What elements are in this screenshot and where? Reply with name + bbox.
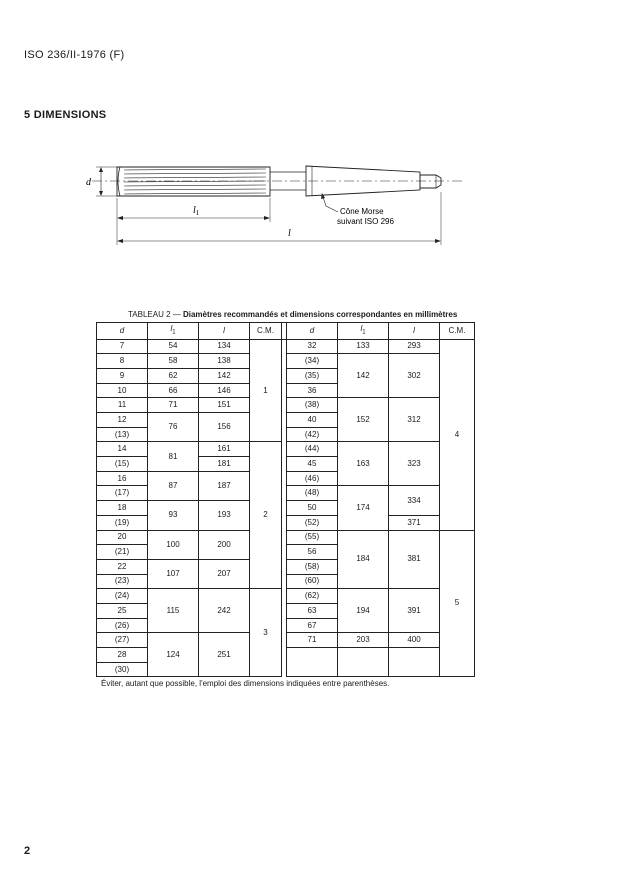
cell-l1: 58 (148, 354, 199, 369)
cell-d: 67 (287, 618, 338, 633)
cell-d: 56 (287, 545, 338, 560)
cell-d: (60) (287, 574, 338, 589)
header-l-right: l (389, 323, 440, 340)
cell-d: 8 (97, 354, 148, 369)
dimension-l-label: l (288, 228, 291, 239)
header-cm-right: C.M. (440, 323, 475, 340)
cell-d: (15) (97, 457, 148, 472)
cell-empty (287, 648, 338, 677)
cell-l: 200 (199, 530, 250, 559)
cell-l1: 107 (148, 559, 199, 588)
dimension-l1-label: $l_1$ (193, 205, 200, 217)
header-d-right: d (287, 323, 338, 340)
cell-d: 20 (97, 530, 148, 545)
cell-d: (34) (287, 354, 338, 369)
cell-l1: 71 (148, 398, 199, 413)
morse-taper-standard: suivant ISO 296 (337, 217, 394, 226)
document-reference: ISO 236/II-1976 (F) (24, 49, 125, 61)
cell-l: 242 (199, 589, 250, 633)
cell-l1: 124 (148, 633, 199, 677)
header-l-left: l (199, 323, 250, 340)
cell-l: 146 (199, 383, 250, 398)
cell-l1: 76 (148, 413, 199, 442)
table-row (97, 339, 475, 354)
cell-l: 193 (199, 501, 250, 530)
cell-d: 45 (287, 457, 338, 472)
cell-d: 22 (97, 559, 148, 574)
cell-l: 293 (389, 339, 440, 354)
cell-d: (44) (287, 442, 338, 457)
cell-empty (389, 648, 440, 677)
cell-cm: 2 (250, 442, 282, 589)
cell-l: 323 (389, 442, 440, 486)
cell-l1: 62 (148, 368, 199, 383)
cell-l1: 93 (148, 501, 199, 530)
cell-l: 251 (199, 633, 250, 677)
cell-l: 391 (389, 589, 440, 633)
cell-empty (338, 648, 389, 677)
cell-l: 400 (389, 633, 440, 648)
cell-l1: 194 (338, 589, 389, 633)
cell-d: 40 (287, 413, 338, 428)
section-title: 5 DIMENSIONS (24, 109, 107, 121)
cell-d: 11 (97, 398, 148, 413)
cell-d: 18 (97, 501, 148, 516)
cell-d: (23) (97, 574, 148, 589)
cell-d: 25 (97, 603, 148, 618)
cell-cm: 1 (250, 339, 282, 442)
cell-l: 381 (389, 530, 440, 589)
cell-l: 371 (389, 515, 440, 530)
cell-l: 161 (199, 442, 250, 457)
header-cm-left: C.M. (250, 323, 282, 340)
cell-cm: 4 (440, 339, 475, 530)
cell-d: (19) (97, 515, 148, 530)
cell-l: 181 (199, 457, 250, 472)
cell-l: 156 (199, 413, 250, 442)
dimensions-table (96, 322, 475, 677)
cell-d: (46) (287, 471, 338, 486)
cell-d: (13) (97, 427, 148, 442)
cell-l: 334 (389, 486, 440, 515)
cell-d: (42) (287, 427, 338, 442)
cell-l1: 152 (338, 398, 389, 442)
cell-d: (30) (97, 662, 148, 677)
cell-d: (26) (97, 618, 148, 633)
header-l1-left: $l_1$ (148, 323, 199, 340)
cell-d: 16 (97, 471, 148, 486)
cell-d: 10 (97, 383, 148, 398)
dimension-d-label: d (86, 177, 91, 188)
cell-d: (17) (97, 486, 148, 501)
cell-l1: 87 (148, 471, 199, 500)
cell-d: 14 (97, 442, 148, 457)
morse-taper-note: Cône Morse (340, 207, 384, 216)
cell-l: 142 (199, 368, 250, 383)
cell-l: 138 (199, 354, 250, 369)
header-l1-right: $l_1$ (338, 323, 389, 340)
cell-l1: 184 (338, 530, 389, 589)
page-number: 2 (24, 845, 31, 857)
cell-d: (27) (97, 633, 148, 648)
cell-d: 36 (287, 383, 338, 398)
cell-cm: 3 (250, 589, 282, 677)
cell-l: 302 (389, 354, 440, 398)
cell-d: (38) (287, 398, 338, 413)
cell-d: 28 (97, 648, 148, 663)
cell-d: (62) (287, 589, 338, 604)
cell-d: (48) (287, 486, 338, 501)
cell-d: 50 (287, 501, 338, 516)
cell-l1: 174 (338, 486, 389, 530)
cell-d: (55) (287, 530, 338, 545)
cell-d: (35) (287, 368, 338, 383)
cell-d: (58) (287, 559, 338, 574)
cell-l: 151 (199, 398, 250, 413)
cell-d: (24) (97, 589, 148, 604)
cell-l1: 115 (148, 589, 199, 633)
cell-l1: 66 (148, 383, 199, 398)
table-caption: TABLEAU 2 — Diamètres recommandés et dimensions correspondantes en millimètres (128, 310, 458, 319)
reamer-drawing (0, 0, 620, 300)
cell-l1: 163 (338, 442, 389, 486)
cell-l1: 203 (338, 633, 389, 648)
cell-d: 63 (287, 603, 338, 618)
cell-l1: 81 (148, 442, 199, 471)
cell-l: 207 (199, 559, 250, 588)
cell-l1: 54 (148, 339, 199, 354)
cell-d: 32 (287, 339, 338, 354)
cell-d: (21) (97, 545, 148, 560)
cell-d: 9 (97, 368, 148, 383)
cell-d: 7 (97, 339, 148, 354)
cell-l: 134 (199, 339, 250, 354)
cell-d: 12 (97, 413, 148, 428)
cell-l: 187 (199, 471, 250, 500)
cell-d: 71 (287, 633, 338, 648)
cell-l1: 100 (148, 530, 199, 559)
cell-d: (52) (287, 515, 338, 530)
cell-l: 312 (389, 398, 440, 442)
cell-l1: 142 (338, 354, 389, 398)
table-footnote: Éviter, autant que possible, l'emploi des dimensions indiquées entre parenthèses. (101, 679, 390, 688)
cell-cm: 5 (440, 530, 475, 677)
cell-l1: 133 (338, 339, 389, 354)
header-d-left: d (97, 323, 148, 340)
